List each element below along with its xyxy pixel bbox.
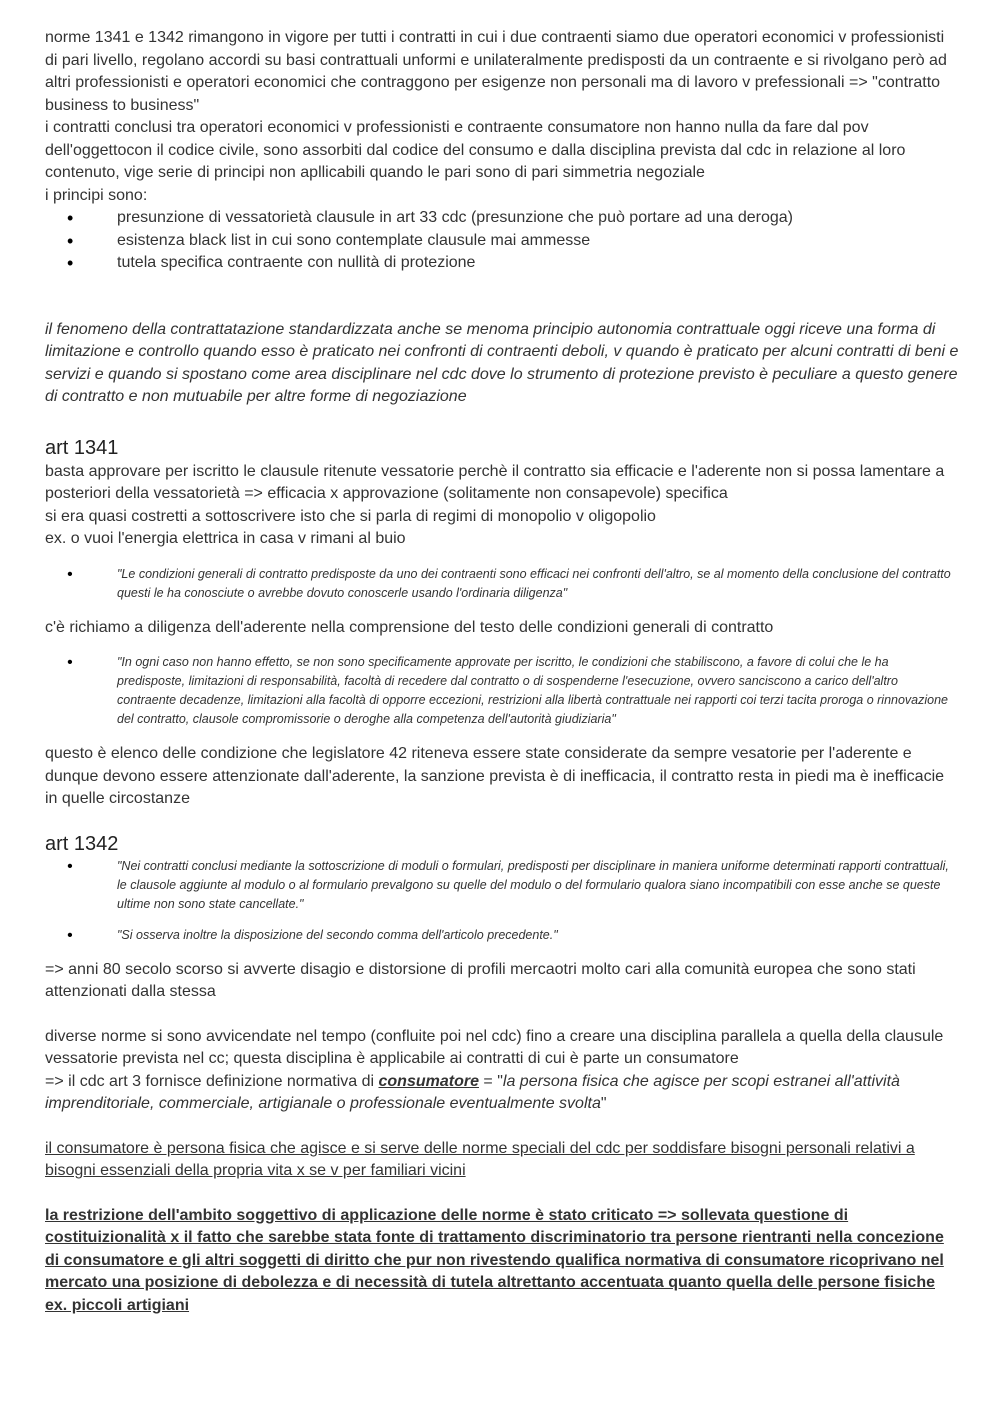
- definition-close-quote: ": [600, 1095, 607, 1112]
- quote-1342-comma-2: • "Si osserva inoltre la disposizione del secondo comma dell'articolo precedente.": [45, 926, 960, 945]
- paragraph-monopoly: si era quasi costretti a sottoscrivere isto che si parla di regimi di monopolio v oligopolio: [45, 507, 656, 525]
- heading-art-1342: art 1342: [45, 832, 119, 855]
- document-body: [45, 27, 960, 1317]
- spacer: [45, 409, 960, 435]
- definition-text: la persona fisica che agisce per scopi estranei all'attività imprenditoriale, commerciale, artigianale o professionale eventualmente svolta: [45, 1072, 900, 1112]
- spacer: [45, 1004, 960, 1026]
- spacer: [45, 811, 960, 831]
- principles-list: [45, 207, 960, 275]
- paragraph-consumer-contracts: i contratti conclusi tra operatori economici v professionisti e contraente consumatore non hanno nulla da fare dal pov dell'oggettocon il codice civile, sono assorbiti dal codice del consumo e dalla disciplina prevista dal cdc in relazione al loro contenuto, vige serie di principi non apllicabili quando le pari sono di pari simmetria negoziale: [45, 119, 906, 181]
- quote-1342-comma-1: • "Nei contratti conclusi mediante la sottoscrizione di moduli o formulari, predisposti per disciplinare in maniera uniforme determinati rapporti contrattuali, le clausole aggiunte al modulo o al formulario prevalgono su quelle del modulo o del formulario qualora siano incompatibili con esse anche se queste ultime non sono state cancellate.": [45, 857, 960, 914]
- spacer: [45, 639, 960, 653]
- paragraph-b2b-contracts: norme 1341 e 1342 rimangono in vigore per tutti i contratti in cui i due contraenti siamo due operatori economici v professionisti di pari livello, regolano accordi su basi contrattuali unformi e unilateralmente predisposti da un contraente e si rivolgano però ad altri professionisti e operatori economici che contraggono per esigenze non personali ma di lavoro v prefessionali => "contratto business to business": [45, 29, 947, 114]
- paragraph-consumer-definition: [45, 1071, 960, 1116]
- paragraph-constitutionality: la restrizione dell'ambito soggettivo di applicazione delle norme è stato criticato => sollevata questione di costituizionalità x il fatto che sarebbe stata fonte di trattamento discriminatorio tra persone rientranti nella concezione di consumatore e gli altri soggetti di diritto che pur non rivestendo qualifica normativa di consumatore ricoprivano nel mercato una posizione di debolezza e di necessità di tutela altrettanto accentuata quanto quella delle persone fisiche ex. piccoli artigiani: [45, 1206, 944, 1314]
- quote-list-1342: [45, 857, 960, 945]
- term-consumatore: consumatore: [378, 1072, 479, 1090]
- paragraph-diligence: c'è richiamo a diligenza dell'aderente nella comprensione del testo delle condizioni generali di contratto: [45, 618, 774, 636]
- paragraph-example: ex. o vuoi l'energia elettrica in casa v rimani al buio: [45, 530, 406, 547]
- quote-list-1341-first: [45, 565, 960, 603]
- spacer: [45, 1183, 960, 1205]
- definition-equals: = ": [478, 1072, 503, 1090]
- spacer: [45, 275, 960, 319]
- definition-prefix: => il cdc art 3 fornisce definizione normativa di: [45, 1072, 379, 1090]
- paragraph-consumer-physical-person: il consumatore è persona fisica che agisce e si serve delle norme speciali del cdc per soddisfare bisogni personali relativi a bisogni essenziali della propria vita x se v per familiari vicini: [45, 1139, 915, 1179]
- list-item: • tutela specifica contraente con nullità di protezione: [45, 252, 960, 275]
- paragraph-eighties: => anni 80 secolo scorso si avverte disagio e distorsione di profili mercaotri molto cari alla comunità europea che sono stati attenzionati dalla stessa: [45, 960, 916, 1000]
- quote-1341-comma-2: • "In ogni caso non hanno effetto, se non sono specificamente approvate per iscritto, le condizioni che stabiliscono, a favore di colui che le ha predisposte, limitazioni di responsabilità, facoltà di recedere dal contratto o di sospenderne l'esecuzione, ovvero sanciscono a carico dell'altro contraente decadenze, limitazioni alla facoltà di opporre eccezioni, restrizioni alla libertà contrattuale nei rapporti coi terzi tacita proroga o rinnovazione del contratto, clausole compromissorie o deroghe alla competenza dell'autorità giudiziaria": [45, 653, 960, 729]
- spacer: [45, 551, 960, 565]
- quote-1341-comma-1: • "Le condizioni generali di contratto predisposte da uno dei contraenti sono efficaci nei confronti dell'altro, se al momento della conclusione del contratto questi le ha conosciute o avrebbe dovuto conoscerle usando l'ordinaria diligenza": [45, 565, 960, 603]
- paragraph-conditions-list: questo è elenco delle condizione che legislatore 42 riteneva essere state considerate da sempre vesatorie per l'aderente e dunque devono essere attenzionate dall'aderente, la sanzione prevista è di inefficacia, il contratto resta in piedi ma è inefficacie in quelle circostanze: [45, 745, 945, 807]
- spacer: [45, 1116, 960, 1138]
- list-item: • esistenza black list in cui sono contemplate clausule mai ammesse: [45, 230, 960, 253]
- spacer: [45, 729, 960, 743]
- spacer: [45, 603, 960, 617]
- spacer: [45, 945, 960, 959]
- heading-art-1341: art 1341: [45, 436, 119, 459]
- paragraph-standardized-contracting: il fenomeno della contrattatazione standardizzata anche se menoma principio autonomia contrattuale oggi riceve una forma di limitazione e controllo quando esso è praticato nei confronti di contraenti deboli, v quando è praticato per alcuni contratti di beni e servizi e quando si spostano come area disciplinare nel cdc dove lo strumento di protezione previsto è peculiare a questo genere di contratto e non mutuabile per altre forme di negoziazione: [45, 320, 959, 405]
- quote-list-1341-second: [45, 653, 960, 729]
- paragraph-principles-intro: i principi sono:: [45, 186, 148, 204]
- paragraph-parallel-discipline: diverse norme si sono avvicendate nel tempo (confluite poi nel cdc) fino a creare una disciplina parallela a quella della clausule vessatorie prevista nel cc; questa disciplina è applicabile ai contratti di cui è parte un consumatore: [45, 1027, 944, 1067]
- paragraph-art-1341-approval: basta approvare per iscritto le clausule ritenute vessatorie perchè il contratto sia efficacie e l'aderente non si possa lamentare a posteriori della vessatorietà => efficacia x approvazione (solitamente non consapevole) specifica: [45, 462, 945, 502]
- list-item: • presunzione di vessatorietà clausule in art 33 cdc (presunzione che può portare ad una deroga): [45, 207, 960, 230]
